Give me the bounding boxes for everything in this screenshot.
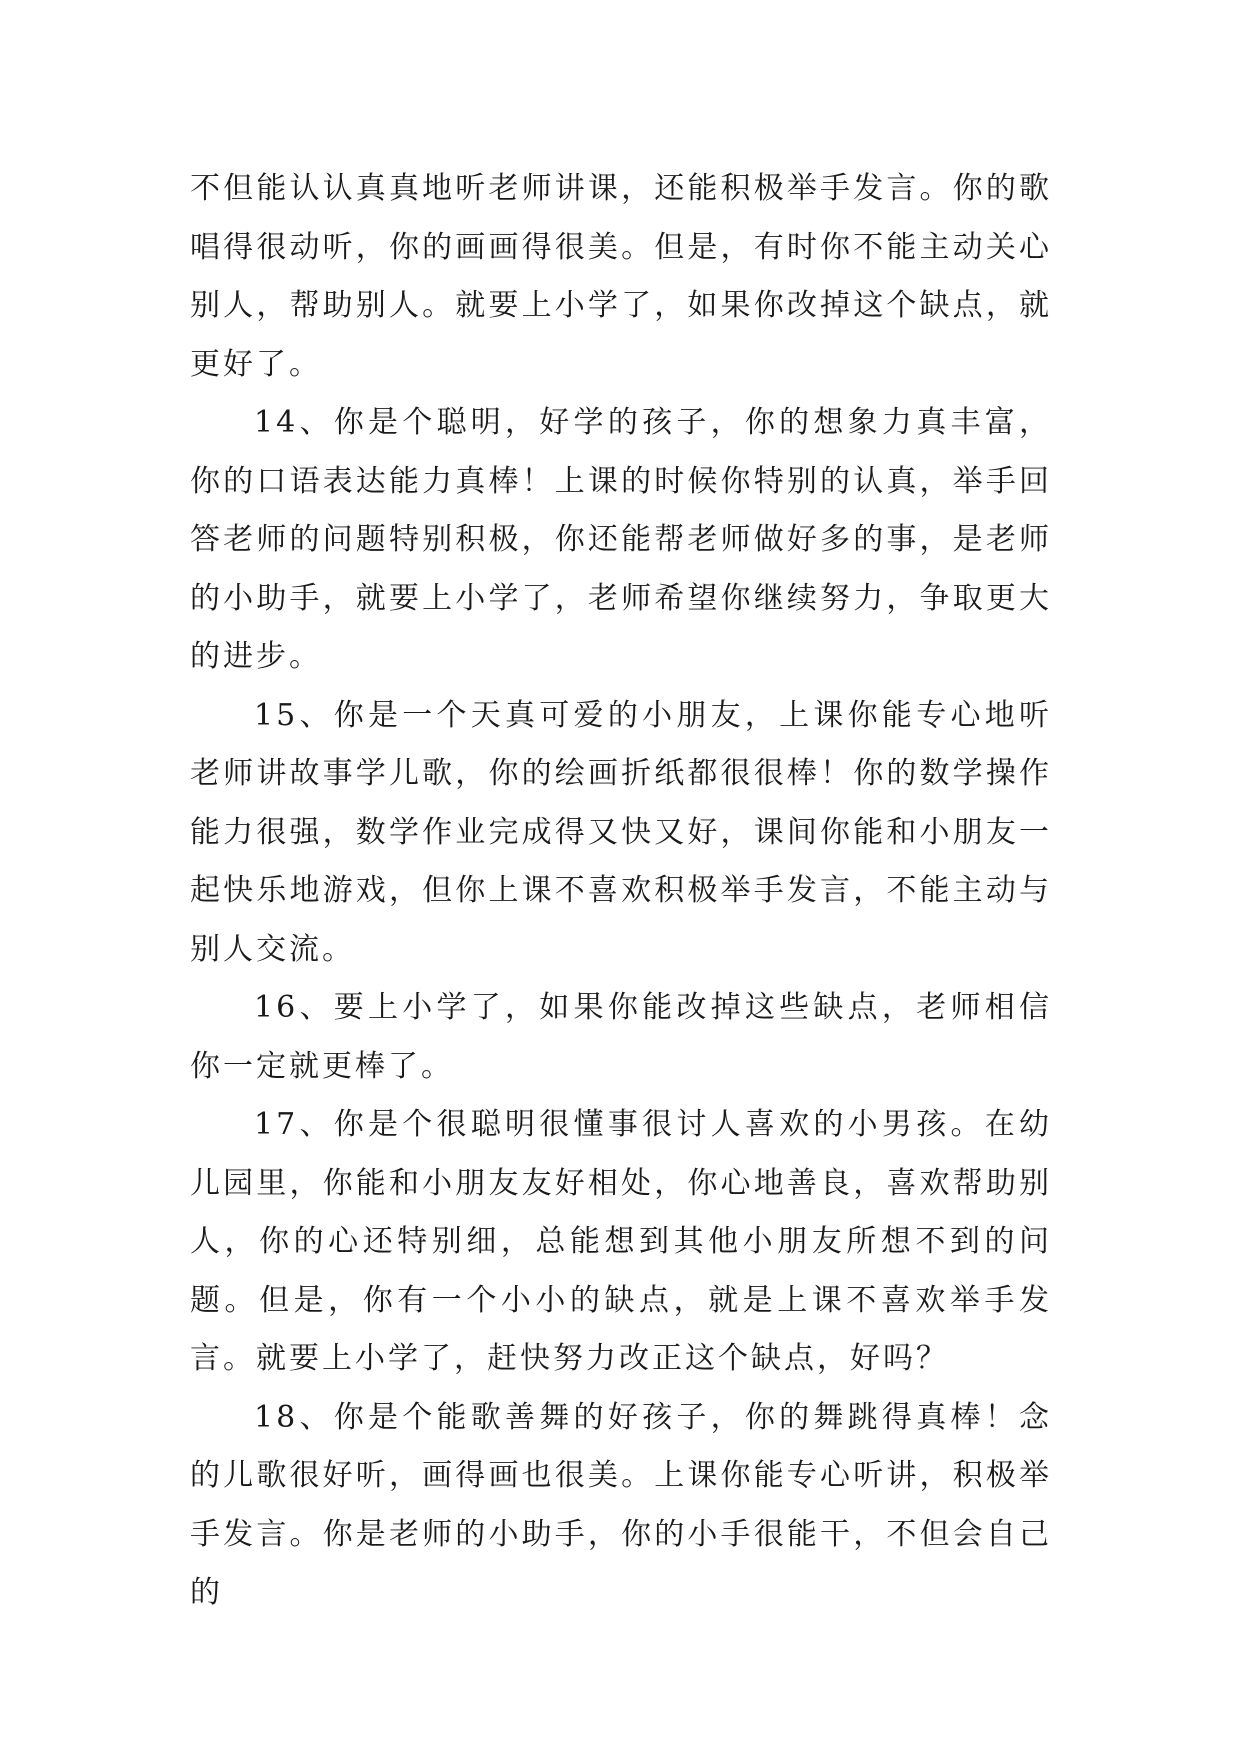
paragraph-17: 17、你是个很聪明很懂事很讨人喜欢的小男孩。在幼儿园里，你能和小朋友友好相处，你心地善良，喜欢帮助别人，你的心还特别细，总能想到其他小朋友所想不到的问题。但是，你有一个小小的缺点，就是上课不喜欢举手发言。就要上小学了，赶快努力改正这个缺点，好吗？ <box>190 1107 1052 1376</box>
paragraph-18: 18、你是个能歌善舞的好孩子，你的舞跳得真棒！念的儿歌很好听，画得画也很美。上课你能专心听讲，积极举手发言。你是老师的小助手，你的小手很能干，不但会自己的 <box>190 1399 1052 1610</box>
paragraph-intro: 不但能认认真真地听老师讲课，还能积极举手发言。你的歌唱得很动听，你的画画得很美。但是，有时你不能主动关心别人，帮助别人。就要上小学了，如果你改掉这个缺点，就更好了。 <box>190 171 1052 382</box>
paragraph-15: 15、你是一个天真可爱的小朋友，上课你能专心地听老师讲故事学儿歌，你的绘画折纸都很很棒！你的数学操作能力很强，数学作业完成得又快又好，课间你能和小朋友一起快乐地游戏，但你上课不喜欢积极举手发言，不能主动与别人交流。 <box>190 697 1052 967</box>
paragraph-16: 16、要上小学了，如果你能改掉这些缺点，老师相信你一定就更棒了。 <box>190 990 1052 1084</box>
document-page <box>190 160 1052 1623</box>
paragraph-14: 14、你是个聪明，好学的孩子，你的想象力真丰富，你的口语表达能力真棒！上课的时候你特别的认真，举手回答老师的问题特别积极，你还能帮老师做好多的事，是老师的小助手，就要上小学了，老师希望你继续努力，争取更大的进步。 <box>190 405 1052 674</box>
